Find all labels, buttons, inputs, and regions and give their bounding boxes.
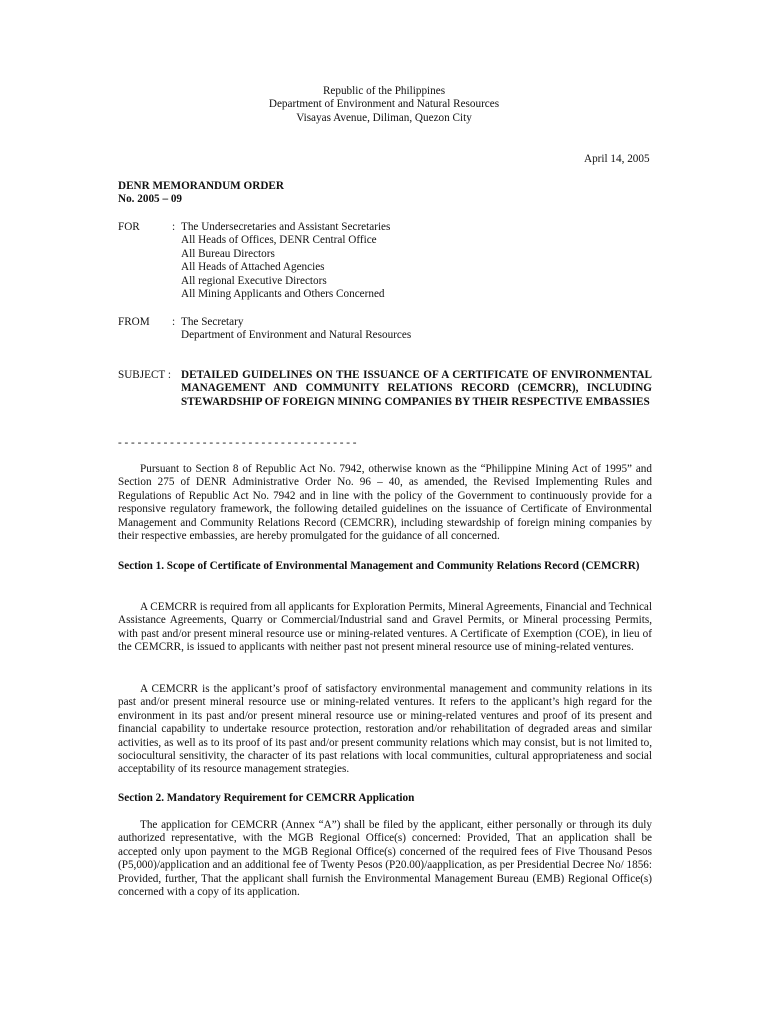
memo-date: April 14, 2005 (584, 153, 650, 165)
from-sender-item: The Secretary (181, 316, 244, 328)
for-recipient-item: All Mining Applicants and Others Concerned (181, 288, 385, 301)
order-title: DENR MEMORANDUM ORDER (118, 180, 284, 192)
separator-line: - - - - - - - - - - - - - - - - - - - - - - - - - - - - - - - - - - - - - (118, 437, 357, 449)
order-heading (118, 180, 284, 207)
section2-p1-text: The application for CEMCRR (Annex “A”) shall be filed by the applicant, either personally or through its duly authorized representative, with the MGB Regional Office(s) concerned: Provided, That an application shall be accepted only upon payment to the MGB Regional Office(s) concerned of the required fees of Five Thousand Pesos (P5,000)/application and an additional fee of Twenty Pesos (P20.00)/aapplication, as per Presidential Decree No/ 1856: Provided, further, That the applicant shall furnish the Environmental Management Bureau (EMB) Regional Office(s) concerned with a copy of its application. (118, 819, 652, 899)
for-label: FOR (118, 221, 140, 233)
for-recipient-item: All Heads of Attached Agencies (181, 261, 325, 274)
subject-block (118, 369, 652, 429)
from-block (118, 316, 678, 346)
section2-heading: Section 2. Mandatory Requirement for CEMCRR Application (118, 792, 415, 804)
for-recipients (181, 221, 390, 301)
from-colon: : (172, 316, 176, 328)
from-sender-item: Department of Environment and Natural Resources (181, 329, 412, 342)
subject-label: SUBJECT : (118, 369, 171, 381)
subject-text: DETAILED GUIDELINES ON THE ISSUANCE OF A CERTIFICATE OF ENVIRONMENTAL MANAGEMENT AND COMMUNITY RELATIONS RECORD (CEMCRR), INCLUDING STEWARDSHIP OF FOREIGN MINING COMPANIES BY THEIR RESPECTIVE EMBASSIES (181, 369, 652, 408)
from-sender (181, 316, 411, 343)
letterhead-department: Department of Environment and Natural Resources (268, 98, 500, 111)
letterhead-address: Visayas Avenue, Diliman, Quezon City (296, 111, 472, 124)
for-recipient-item: All Heads of Offices, DENR Central Office (181, 234, 377, 247)
from-label: FROM (118, 316, 150, 328)
for-block (118, 221, 678, 305)
section2-paragraph-1 (118, 819, 652, 899)
intro-paragraph (118, 463, 652, 543)
section1-p1-text: A CEMCRR is required from all applicants for Exploration Permits, Mineral Agreements, Financial and Technical Assistance Agreements, Quarry or Commercial/Industrial sand and Gravel Permits, or Mineral processing Permits, with past and/or present mineral resource use or mining-related ventures. A Certificate of Exemption (COE), in lieu of the CEMCRR, is issued to applicants with neither past not present mineral resource use of mining-related ventures. (118, 601, 652, 654)
section1-heading: Section 1. Scope of Certificate of Environmental Management and Community Relations Record (CEMCRR) (118, 560, 640, 572)
section1-paragraph-1 (118, 601, 652, 655)
letterhead-country: Republic of the Philippines (322, 85, 446, 97)
order-number: No. 2005 – 09 (118, 193, 183, 206)
for-recipient-item: All Bureau Directors (181, 247, 275, 260)
intro-text: Pursuant to Section 8 of Republic Act No. 7942, otherwise known as the “Philippine Mining Act of 1995” and Section 275 of DENR Administrative Order No. 96 – 40, as amended, the Revised Implementing Rules and Regulations of Republic Act No. 7942 and in line with the policy of the Government to continuously provide for a responsive regulatory framework, the following detailed guidelines on the issuance of Certificate of Environmental Management and Community Relations Record (CEMCRR), including stewardship of foreign mining companies by their respective embassies, are hereby promulgated for the guidance of all concerned. (118, 463, 652, 543)
for-recipient-item: All regional Executive Directors (181, 274, 327, 287)
for-recipient-item: The Undersecretaries and Assistant Secretaries (181, 221, 391, 233)
section1-p2-text: A CEMCRR is the applicant’s proof of satisfactory environmental management and community relations in its past and/or present mineral resource use or mining-related ventures. It refers to the applicant’s high regard for the environment in its past and/or present mineral resource use or mining-related ventures and proof of its present and financial capability to undertake resource protection, restoration and/or rehabilitation of degraded areas and similar activities, as well as to its proof of its past and/or present community relations which may consist, but is not limited to, sociocultural sensitivity, the character of its past relations with local communities, cultural appropriateness and social acceptability of its resource management strategies. (118, 683, 652, 776)
letterhead (0, 85, 768, 125)
for-colon: : (172, 221, 176, 233)
section1-paragraph-2 (118, 683, 652, 777)
